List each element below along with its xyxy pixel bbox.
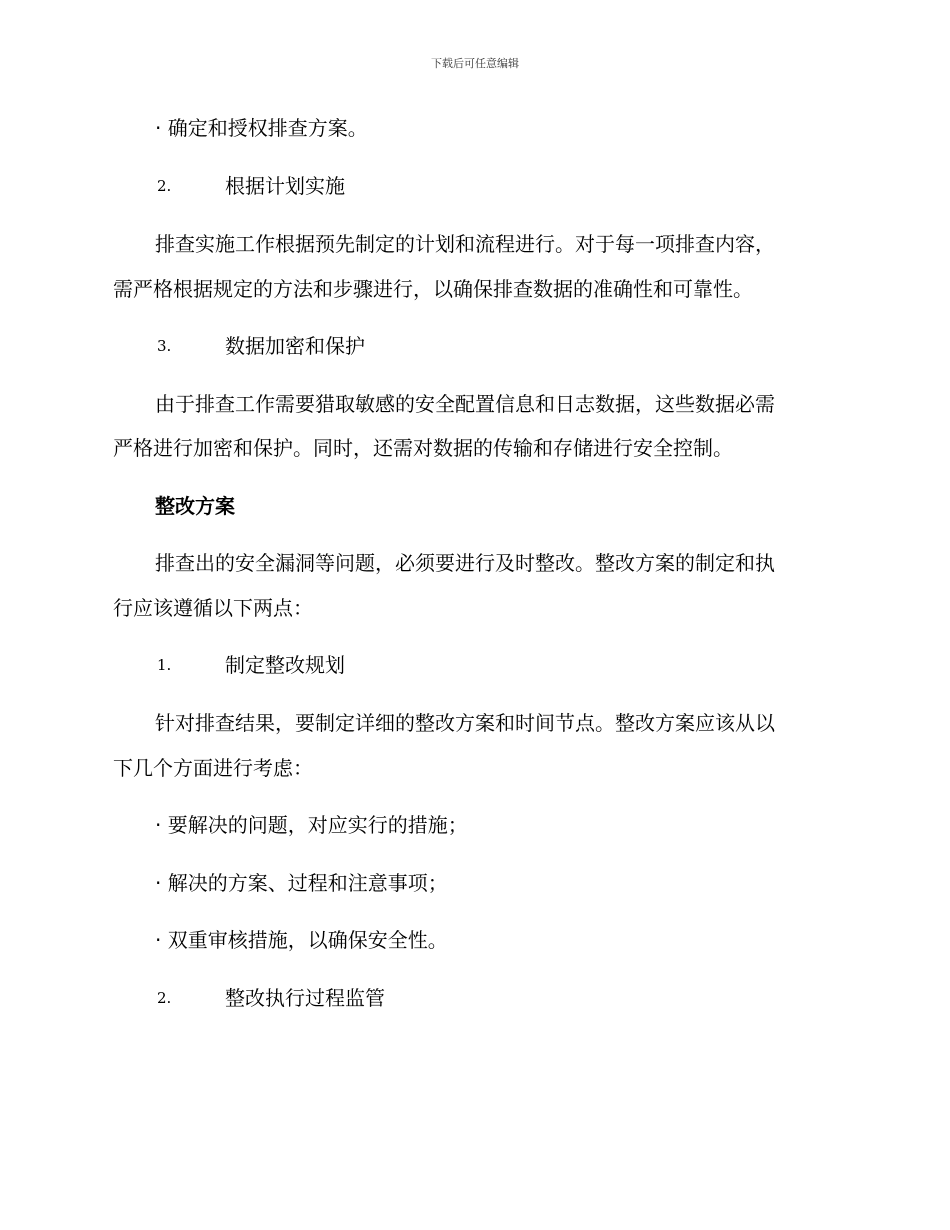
paragraph-line: 排查出的安全漏洞等问题，必须要进行及时整改。整改方案的制定和执 — [155, 551, 775, 575]
bullet-item: · 解决的方案、过程和注意事项； — [155, 871, 448, 895]
item-label: 整改执行过程监管 — [225, 986, 385, 1010]
item-label: 制定整改规划 — [225, 653, 345, 677]
item-number: 2. — [157, 989, 172, 1007]
item-label: 数据加密和保护 — [225, 334, 365, 358]
paragraph-line: 严格进行加密和保护。同时，还需对数据的传输和存储进行安全控制。 — [113, 436, 733, 460]
paragraph-line: 针对排查结果，要制定详细的整改方案和时间节点。整改方案应该从以 — [155, 711, 775, 735]
paragraph-line: 行应该遵循以下两点： — [113, 596, 313, 620]
paragraph-line: 需严格根据规定的方法和步骤进行，以确保排查数据的准确性和可靠性。 — [113, 277, 753, 301]
bullet-item: · 双重审核措施，以确保安全性。 — [155, 928, 448, 952]
paragraph-line: 排查实施工作根据预先制定的计划和流程进行。对于每一项排查内容， — [155, 232, 775, 256]
bullet-item-confirm-plan: · 确定和授权排查方案。 — [155, 116, 368, 140]
item-label: 根据计划实施 — [225, 174, 345, 198]
section-heading: 整改方案 — [155, 494, 235, 518]
page-header-note: 下载后可任意编辑 — [431, 57, 519, 70]
paragraph-line: 由于排查工作需要猎取敏感的安全配置信息和日志数据，这些数据必需 — [155, 392, 775, 416]
paragraph-line: 下几个方面进行考虑： — [113, 756, 313, 780]
bullet-item: · 要解决的问题，对应实行的措施； — [155, 813, 468, 837]
item-number: 3. — [157, 337, 172, 355]
item-number: 1. — [157, 656, 172, 674]
item-number: 2. — [157, 177, 172, 195]
